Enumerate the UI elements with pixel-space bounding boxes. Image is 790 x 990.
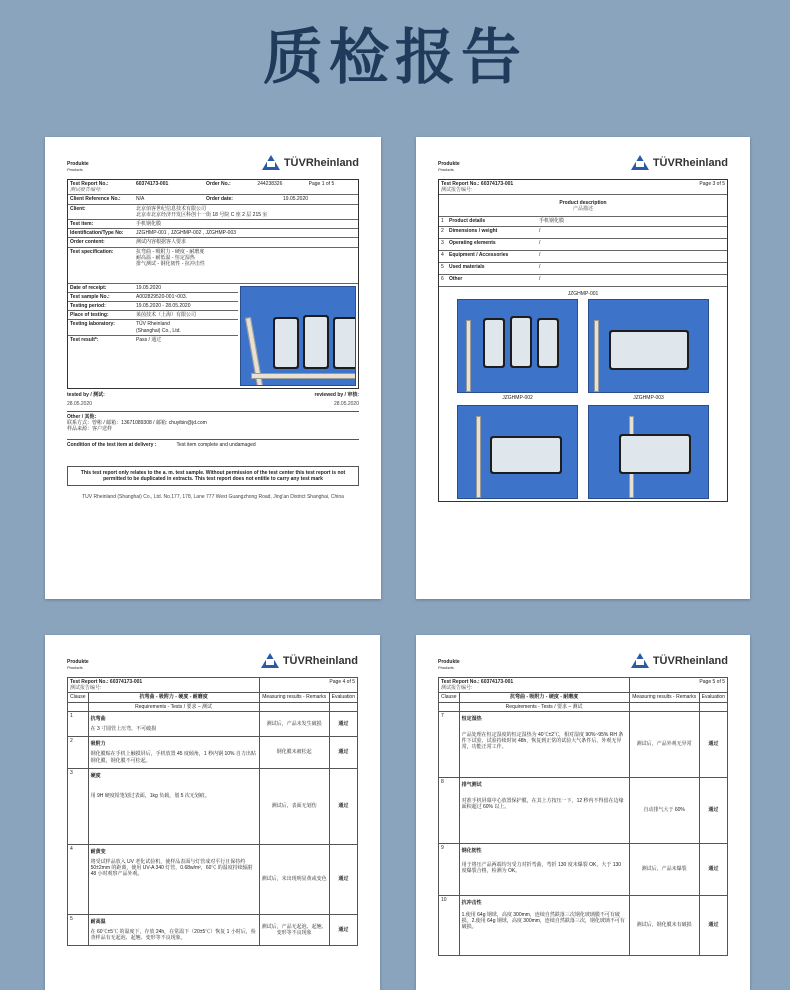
- sample-photo-3: [457, 405, 578, 499]
- sample-photo-4: [588, 405, 709, 499]
- tuv-logo: TÜVRheinland: [261, 653, 358, 668]
- report-page-4: Produkte Products TÜVRheinland Test Report No.: 60374173-001 测试报告编号: Page 4 of 5 Clause 抗弯曲 - 吸附力 - 硬度 - 耐磨度 Measuring results - Remarks Evaluation Requirements - Tests / 要求 – 测试 1 抗弯曲 在 3 寸圆管上压弯，不可破损 测试后，产品未发生破损 通过 2 吸附力 钢化膜贴在手机上触摸屏后，手机放置 45 度倾角，1 秒内钢 10% 自力出贴钢化膜，钢化膜不可松起。 钢化膜未被松起 通过 3 硬度 用 9H 硬度铅笔划过表面，1kg 负载，划 5 次无划痕。 测试后，表面无划伤 通过 4 耐黄变 将受试样品放入 UV 老化试验机，使样品表面与灯管成对平行且保持约 50±2mm 的距离，使用 UV-A 340 灯管，0.68w/m²，60℃ 的温度持续辐射 48 小时观察产品外观。 测试后，未出现明显黄或变色 通过 5 耐高温 在 60℃±5℃ 的温度下，存放 24h，在常温下（20±5℃）恢复 1 小时后，检查样品有无起泡、起翘、变形等不良现象。 测试后，产品无起泡、起翘、变形等不良现象 通过: [45, 635, 380, 990]
- sample-photo-1: [457, 299, 578, 393]
- report-page-1: Produkte Products TÜVRheinland Test Report No.: 测试报告编号: 60374173-001 Order No.: 244238326 Page 1 of 5 Client Reference No.: N/A Order date: 19.05.2020 Client: 北京佰客世纪信息技术有限公司 北京市北京经济开发区科创十一街 18 号院 C 座 2 层 215 室 Test item: 手机钢化膜 Identification/Type No: JZGHMP-001 , JZGHMP-002 , JZGHMP-003 Order content: 测试内容根据客人要求 Test specification: 抗弯曲 - 吸附力 - 硬度 - 耐磨度 耐高温 - 耐低温 - 恒定湿热 排气测试 - 钢化韧性 - 抗冲击性 Date of receipt: 19.05.2020 Test sample No.: A002829520-001~003. Testing period: 19.05.2020 - 28.05.2020 Place of testing: 莱茵技术（上海）有限公司 Testing laboratory: TÜV Rheinland (Shanghai) Co., Ltd. Test result*: Pass / 通过 tested by / 测试: reviewed by / 审核: 28.05.2020 28.05.2020 Other / 其他: 联系方式：曾彬 / 邮箱：13671089308 / 邮箱: chuyibin@jd.com 样品来源：客户送样 Condition of the test item at delivery : Test item complete and undamaged This test report only relates to the a. m. test sample. Without permission of the test center this test report is not permitted to be duplicated in extracts. This test report does not entitle to carry any test mark TUV Rheinland (Shanghai) Co., Ltd. No.177, 178, Lane 777 West Guangzhong Road, Jing'an District Shanghai, China: [45, 137, 381, 599]
- tuv-logo: TÜVRheinland: [631, 155, 728, 170]
- report-info-box: Test Report No.: 测试报告编号: 60374173-001 Order No.: 244238326 Page 1 of 5 Client Reference No.: N/A Order date: 19.05.2020 Client: 北京佰客世纪信息技术有限公司 北京市北京经济开发区科创十一街 18 号院 C 座 2 层 215 室 Test item: 手机钢化膜 Identification/Type No: JZGHMP-001 , JZGHMP-002 , JZGHMP-003 Order content: 测试内容根据客人要求 Test specification: 抗弯曲 - 吸附力 - 硬度 - 耐磨度 耐高温 - 耐低温 - 恒定湿热 排气测试 - 钢化韧性 - 抗冲击性 Date of receipt: 19.05.2020 Test sample No.: A002829520-001~003. Testing period: 19.05.2020 - 28.05.2020 Place of testing: 莱茵技术（上海）有限公司 Testing laboratory: TÜV Rheinland (Shanghai) Co., Ltd. Test result*: Pass / 通过: [67, 179, 359, 389]
- tuv-logo: TÜVRheinland: [631, 653, 728, 668]
- produkte-label: Produkte Products: [67, 161, 89, 173]
- test-results-table: Test Report No.: 60374173-001 测试报告编号: Page 5 of 5 Clause 抗弯曲 - 吸附力 - 硬度 - 耐磨度 Measuring results - Remarks Evaluation Requirements - Tests / 要求 – 测试 7 恒定湿热 产品处理在恒定湿度的恒定湿热为 40℃±2℃，相对湿度 90%~95% RH 条件下试验，试验持续时间 48h，恢复到正常的试验大气条件后，外观无异常，功能正常工作。 测试后，产品外观无异常 通过 8 排气测试 对准手机屏幕中心放置保护膜，在其上方按压一下，12 秒内不得留在边缘面积超过 60% 以上。 自动排气大于 60% 通过 9 钢化韧性 用于将压产品两端均匀受力对折弯曲，弯折 130 度未爆裂 OK，大于 130 度爆裂合格，检测为 OK。 测试后，产品未爆裂 通过 10 抗冲击性 1.使用 64g 钢球，高度 300mm，连续自然跌落三次钢化玻璃膜不可有破损。2.使用 64g 钢球，高度 300mm，连续自然跌落三次，钢化玻璃不可有破损。 测试后，钢化膜未有破损 通过: [438, 677, 728, 956]
- tuv-triangle-icon: [261, 653, 279, 668]
- tuv-triangle-icon: [631, 155, 649, 170]
- tuv-triangle-icon: [262, 155, 280, 170]
- sample-photo-2: [588, 299, 709, 393]
- report-page-3: Produkte Products TÜVRheinland Test Report No.: 60374173-001 测试报告编号: Page 3 of 5 Product description 产品描述 1 Product details 手机钢化膜 2 Dimensions / weight / 3 Operating elements / 4 Equipment / Accessories / 5 Used materials / 6 Other / JZGHMP-001 JZGHMP-002 JZGHMP-003: [416, 137, 750, 599]
- sample-photo: [240, 286, 356, 386]
- report-page-5: Produkte Products TÜVRheinland Test Report No.: 60374173-001 测试报告编号: Page 5 of 5 Clause 抗弯曲 - 吸附力 - 硬度 - 耐磨度 Measuring results - Remarks Evaluation Requirements - Tests / 要求 – 测试 7 恒定湿热 产品处理在恒定湿度的恒定湿热为 40℃±2℃，相对湿度 90%~95% RH 条件下试验，试验持续时间 48h，恢复到正常的试验大气条件后，外观无异常，功能正常工作。 测试后，产品外观无异常 通过 8 排气测试 对准手机屏幕中心放置保护膜，在其上方按压一下，12 秒内不得留在边缘面积超过 60% 以上。 自动排气大于 60% 通过 9 钢化韧性 用于将压产品两端均匀受力对折弯曲，弯折 130 度未爆裂 OK，大于 130 度爆裂合格，检测为 OK。 测试后，产品未爆裂 通过 10 抗冲击性 1.使用 64g 钢球，高度 300mm，连续自然跌落三次钢化玻璃膜不可有破损。2.使用 64g 钢球，高度 300mm，连续自然跌落三次，钢化玻璃不可有破损。 测试后，钢化膜未有破损 通过: [416, 635, 750, 990]
- test-results-table: Test Report No.: 60374173-001 测试报告编号: Page 4 of 5 Clause 抗弯曲 - 吸附力 - 硬度 - 耐磨度 Measuring results - Remarks Evaluation Requirements - Tests / 要求 – 测试 1 抗弯曲 在 3 寸圆管上压弯，不可破损 测试后，产品未发生破损 通过 2 吸附力 钢化膜贴在手机上触摸屏后，手机放置 45 度倾角，1 秒内钢 10% 自力出贴钢化膜，钢化膜不可松起。 钢化膜未被松起 通过 3 硬度 用 9H 硬度铅笔划过表面，1kg 负载，划 5 次无划痕。 测试后，表面无划伤 通过 4 耐黄变 将受试样品放入 UV 老化试验机，使样品表面与灯管成对平行且保持约 50±2mm 的距离，使用 UV-A 340 灯管，0.68w/m²，60℃ 的温度持续辐射 48 小时观察产品外观。 测试后，未出现明显黄或变色 通过 5 耐高温 在 60℃±5℃ 的温度下，存放 24h，在常温下（20±5℃）恢复 1 小时后，检查样品有无起泡、起翘、变形等不良现象。 测试后，产品无起泡、起翘、变形等不良现象 通过: [67, 677, 358, 946]
- tuv-logo: TÜVRheinland: [262, 155, 359, 170]
- page-title: 质检报告: [263, 23, 527, 93]
- tuv-triangle-icon: [631, 653, 649, 668]
